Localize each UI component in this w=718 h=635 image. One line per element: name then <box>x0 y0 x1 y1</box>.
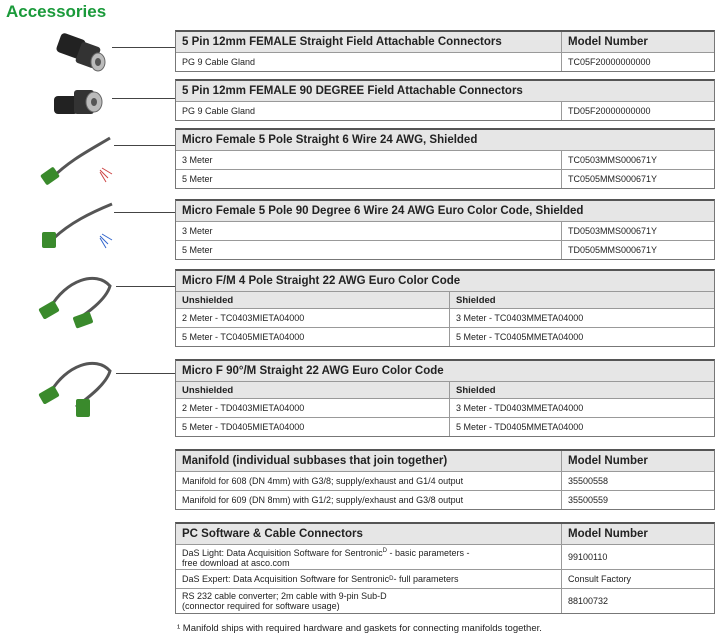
table-row <box>176 101 714 120</box>
shielded-header: Shielded <box>449 382 714 398</box>
row-description: 5 Meter <box>182 174 213 184</box>
desc-text: RS 232 cable converter; 2m cable with 9-pin Sub-D <box>182 591 387 601</box>
section-header <box>176 524 714 544</box>
row-model: 35500559 <box>561 491 714 509</box>
unshielded-cell: 5 Meter - TC0405MIETA04000 <box>182 332 305 342</box>
desc-text: DaS Expert: Data Acquisition Software for Sentronic <box>182 574 390 584</box>
row-description: PG 9 Cable Gland <box>182 57 256 67</box>
row-model: 99100110 <box>561 545 714 569</box>
subheader-row <box>176 381 714 398</box>
angled-cable-image <box>40 198 115 258</box>
section-micro-female-straight <box>175 128 715 189</box>
straight-cable-image <box>40 130 115 190</box>
leader-line <box>116 286 175 287</box>
section-title: Micro Female 5 Pole 90 Degree 6 Wire 24 AWG Euro Color Code, Shielded <box>182 205 584 217</box>
row-description: Manifold for 609 (DN 8mm) with G1/2; supply/exhaust and G3/8 output <box>182 495 464 505</box>
table-row <box>176 327 714 346</box>
row-description <box>176 589 561 613</box>
shielded-header: Shielded <box>449 292 714 308</box>
row-description <box>176 570 561 588</box>
unshielded-header: Unshielded <box>182 384 234 396</box>
section-micro-f90-m-straight <box>175 359 715 437</box>
shielded-cell: 5 Meter - TD0405MMETA04000 <box>449 418 714 436</box>
desc-text: - full parameters <box>393 574 459 584</box>
table-row <box>176 417 714 436</box>
unshielded-cell: 2 Meter - TD0403MIETA04000 <box>182 403 305 413</box>
model-number-header: Model Number <box>561 451 714 471</box>
table-row <box>176 221 714 240</box>
unshielded-header: Unshielded <box>182 294 234 306</box>
section-straight-field-connectors <box>175 30 715 72</box>
row-description: 3 Meter <box>182 155 213 165</box>
section-title: 5 Pin 12mm FEMALE 90 DEGREE Field Attachable Connectors <box>182 85 523 97</box>
subheader-row <box>176 291 714 308</box>
leader-line <box>112 47 175 48</box>
shielded-cell: 3 Meter - TC0403MMETA04000 <box>449 309 714 327</box>
section-title: Micro Female 5 Pole Straight 6 Wire 24 AWG, Shielded <box>182 134 478 146</box>
leader-line <box>112 98 175 99</box>
angled-connector-image <box>48 80 108 125</box>
section-90-degree-field-connectors <box>175 79 715 121</box>
table-row <box>176 240 714 259</box>
row-model: Consult Factory <box>561 570 714 588</box>
section-header <box>176 130 714 150</box>
table-row <box>176 490 714 509</box>
desc-text: (connector required for software usage) <box>182 601 340 611</box>
fm-straight-cable-image <box>36 270 116 340</box>
row-description: PG 9 Cable Gland <box>182 106 256 116</box>
section-header <box>176 201 714 221</box>
shielded-cell: 3 Meter - TD0403MMETA04000 <box>449 399 714 417</box>
section-header <box>176 32 714 52</box>
table-row <box>176 544 714 569</box>
unshielded-cell: 5 Meter - TD0405MIETA04000 <box>182 422 305 432</box>
unshielded-cell: 2 Meter - TC0403MIETA04000 <box>182 313 305 323</box>
row-description <box>176 545 561 569</box>
table-row <box>176 52 714 71</box>
page-title: Accessories <box>6 2 107 21</box>
leader-line <box>114 212 175 213</box>
row-model: TD0505MMS000671Y <box>561 241 714 259</box>
section-title: PC Software & Cable Connectors <box>182 528 363 540</box>
desc-text: free download at asco.com <box>182 558 290 568</box>
table-row <box>176 150 714 169</box>
f90-m-cable-image <box>36 355 116 425</box>
section-title: 5 Pin 12mm FEMALE Straight Field Attachable Connectors <box>182 36 502 48</box>
desc-text: - basic parameters - <box>386 548 470 558</box>
shielded-cell: 5 Meter - TC0405MMETA04000 <box>449 328 714 346</box>
row-model: TC0505MMS000671Y <box>561 170 714 188</box>
row-model: TD05F20000000000 <box>561 102 714 120</box>
table-row <box>176 588 714 613</box>
section-pc-software <box>175 522 715 614</box>
superscript: D <box>382 548 387 554</box>
desc-text: DaS Light: Data Acquisition Software for Sentronic <box>182 548 383 558</box>
row-description: Manifold for 608 (DN 4mm) with G3/8; supply/exhaust and G1/4 output <box>182 476 464 486</box>
row-model: 88100732 <box>561 589 714 613</box>
section-title: Micro F 90°/M Straight 22 AWG Euro Color Code <box>182 365 444 377</box>
section-header <box>176 361 714 381</box>
table-row <box>176 308 714 327</box>
row-model: TD0503MMS000671Y <box>561 222 714 240</box>
section-header <box>176 81 714 101</box>
section-header <box>176 271 714 291</box>
leader-line <box>116 373 175 374</box>
row-model: TC0503MMS000671Y <box>561 151 714 169</box>
section-header <box>176 451 714 471</box>
row-model: 35500558 <box>561 472 714 490</box>
row-description: 5 Meter <box>182 245 213 255</box>
section-manifold <box>175 449 715 510</box>
straight-connector-image <box>50 28 110 76</box>
section-micro-female-90-degree <box>175 199 715 260</box>
model-number-header: Model Number <box>561 524 714 544</box>
section-title: Micro F/M 4 Pole Straight 22 AWG Euro Color Code <box>182 275 461 287</box>
table-row <box>176 398 714 417</box>
section-micro-fm-straight <box>175 269 715 347</box>
leader-line <box>114 145 175 146</box>
table-row <box>176 471 714 490</box>
row-model: TC05F20000000000 <box>561 53 714 71</box>
row-description: 3 Meter <box>182 226 213 236</box>
table-row <box>176 569 714 588</box>
footnote: ¹ Manifold ships with required hardware and gaskets for connecting manifolds together. <box>177 623 542 634</box>
table-row <box>176 169 714 188</box>
superscript: D <box>389 576 394 582</box>
section-title: Manifold (individual subbases that join together) <box>182 455 448 467</box>
model-number-header: Model Number <box>561 32 714 52</box>
